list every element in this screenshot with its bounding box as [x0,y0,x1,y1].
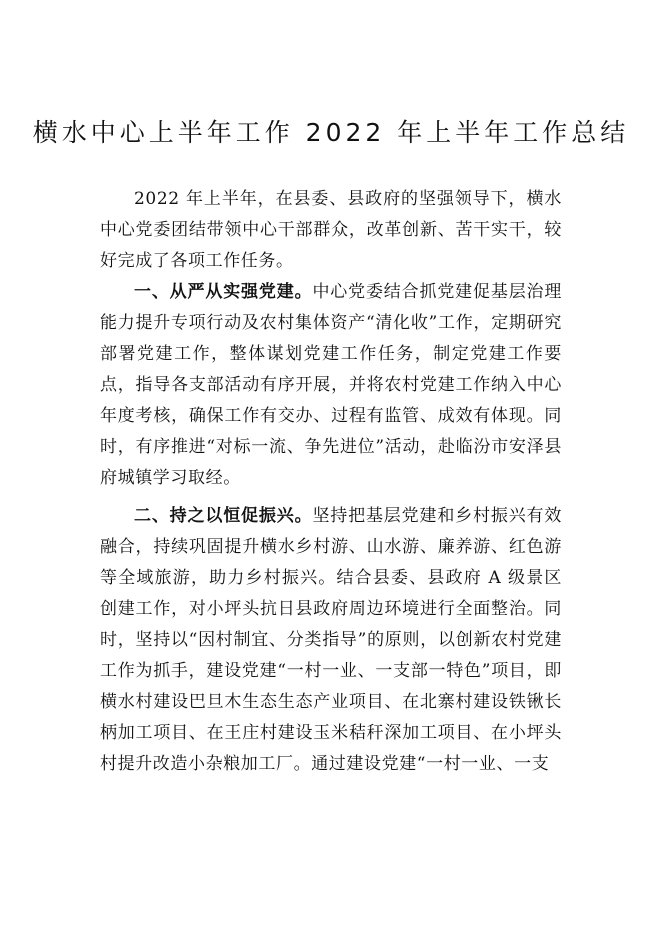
paragraph-party-building-heading: 一、从严从实强党建。 [134,282,313,302]
paragraph-rural-revitalization-heading: 二、持之以恒促振兴。 [134,506,313,526]
paragraph-rural-revitalization [100,501,562,780]
document-title: 横水中心上半年工作 2022 年上半年工作总结 [32,118,630,147]
paragraph-intro [100,184,562,277]
document-body [100,184,562,780]
paragraph-party-building [100,277,562,494]
paragraph-party-building-text: 中心党委结合抓党建促基层治理能力提升专项行动及农村集体资产“清化收”工作，定期研究部署党建工作，整体谋划党建工作任务，制定党建工作要点，指导各支部活动有序开展，并将农村党建工作纳入中心年度考核，确保工作有交办、过程有监管、成效有体现。同时，有序推进“对标一流、争先进位”活动，赴临汾市安泽县府城镇学习取经。 [100,282,562,488]
paragraph-rural-revitalization-text: 坚持把基层党建和乡村振兴有效融合，持续巩固提升横水乡村游、山水游、廉养游、红色游等全域旅游，助力乡村振兴。结合县委、县政府 A 级景区创建工作，对小坪头抗日县政府周边环境进行全面整治。同时，坚持以“因村制宜、分类指导”的原则，以创新农村党建工作为抓手，建设党建“一村一业、一支部一特色”项目，即横水村建设巴旦木生态生态产业项目、在北寨村建设铁锹长柄加工项目、在王庄村建设玉米秸秆深加工项目、在小坪头村提升改造小杂粮加工厂。通过建设党建“一村一业、一支 [100,506,562,774]
paragraph-intro-text: 2022 年上半年，在县委、县政府的坚强领导下，横水中心党委团结带领中心干部群众，改革创新、苦干实干，较好完成了各项工作任务。 [100,189,562,271]
